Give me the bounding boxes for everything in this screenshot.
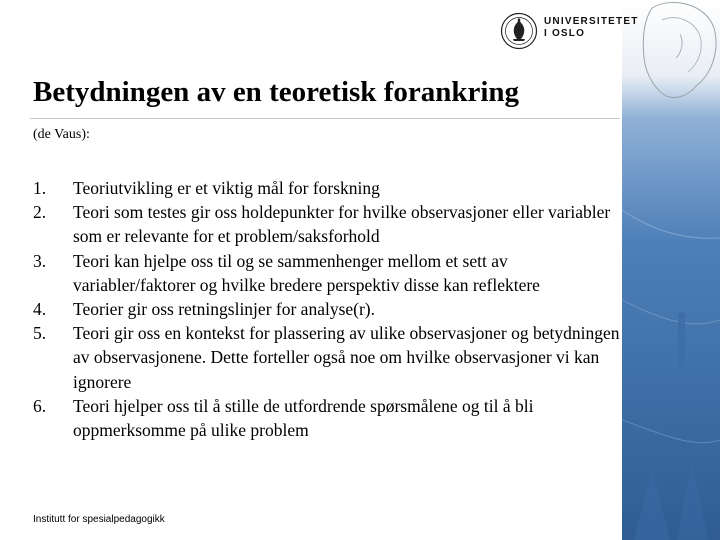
list-item: [33, 321, 623, 394]
logo-line-1: UNIVERSITETET: [544, 16, 639, 27]
list-item-number: 2.: [33, 202, 47, 223]
list-item-number: 5.: [33, 323, 47, 344]
list-item: [33, 200, 623, 248]
list-item-text: Teori som testes gir oss holdepunkter for hvilke observasjoner eller variabler som er relevante for et problem/saksforhold: [73, 202, 611, 247]
title-divider: [30, 118, 620, 119]
decorative-side-image: [622, 0, 720, 540]
slide-title: Betydningen av en teoretisk forankring: [33, 76, 520, 108]
footer-institute: Institutt for spesialpedagogikk: [33, 514, 165, 525]
list-item: [33, 176, 623, 200]
university-logo: [500, 10, 640, 52]
list-item-number: 1.: [33, 178, 47, 198]
list-item-number: 3.: [33, 250, 47, 271]
list-item: [33, 249, 623, 297]
list-item-text: Teori hjelper oss til å stille de utfordrende spørsmålene og til å bli oppmerksomme på ulike problem: [73, 395, 534, 441]
list-item: [33, 394, 623, 442]
list-item-number: 6.: [33, 395, 47, 416]
list-item-text: Teoriutvikling er et viktig mål for forskning: [73, 178, 380, 198]
list-item-text: Teori kan hjelpe oss til og se sammenhenger mellom et sett av variabler/faktorer og hvilke bredere perspektiv disse kan reflektere: [73, 250, 540, 295]
list-item: [33, 297, 623, 321]
logo-line-2: I OSLO: [544, 28, 586, 39]
list-item-text: Teori gir oss en kontekst for plassering av ulike observasjoner og betydningen av observasjonene. Dette forteller også noe om hvilke observasjoner vi kan ignorere: [73, 323, 620, 392]
list-item-text: Teorier gir oss retningslinjer for analyse(r).: [73, 299, 376, 320]
numbered-list: [33, 176, 623, 442]
list-item-number: 4.: [33, 299, 47, 320]
university-seal-icon: [500, 12, 538, 50]
slide-subtitle: (de Vaus):: [33, 127, 90, 142]
university-name: [544, 16, 639, 40]
